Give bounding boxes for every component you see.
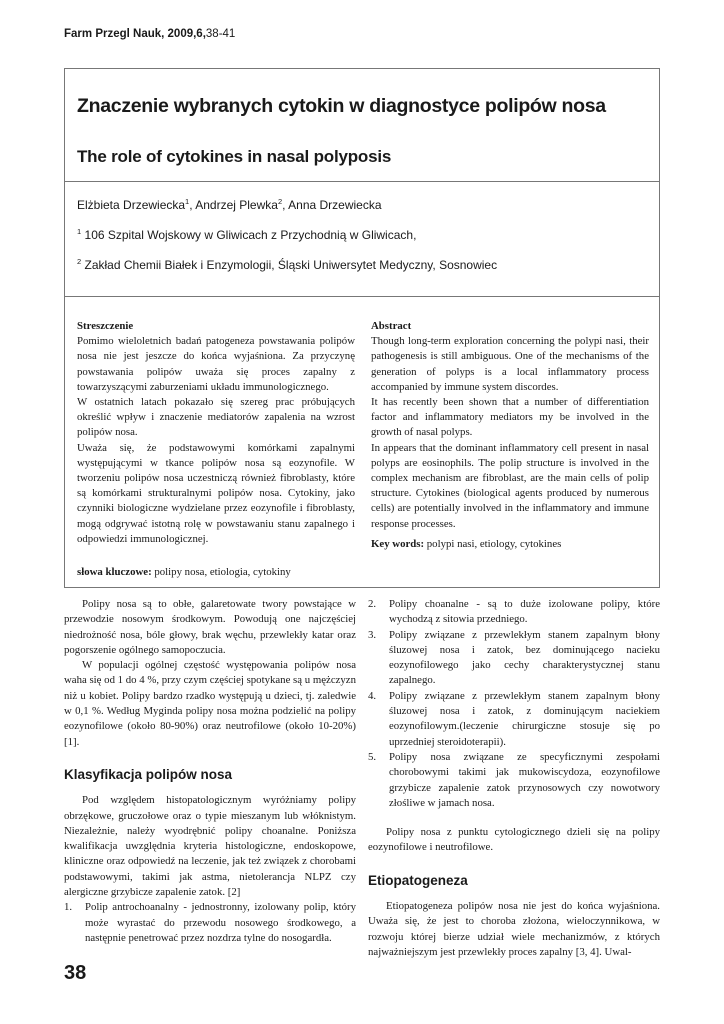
author-list: Elżbieta Drzewiecka$^1$, Andrzej Plewka$^2$, Anna Drzewiecka [77,197,382,212]
journal-pages: 38-41 [205,28,236,40]
list-item [368,597,660,628]
abstract-paragraph: In appears that the dominant inflammatory cell present in nasal polyps are eosinophils. The polip structure is involved in the complex mechanism are fibroblast, are the main cells of polip structure. Cytokines (biological agents produced by numerous cells) are potentially involved in the inflammatory and immune response processes. [371,441,649,530]
list-item-number: 2. [368,598,377,610]
body-column-right [368,597,660,960]
journal-citation [64,28,235,40]
list-item [64,900,356,946]
author-affiliation-mark: 2 [277,197,283,206]
page-number: 38 [64,962,87,984]
abstract-paragraph: Uważa się, że podstawowymi komórkami zapalnymi występującymi w tkance polipów nosa są eozynofile. W tworzeniu polipów nosa uczestniczą również fibroblasty, które są komórkami strukturalnymi polipów nosa. Cytokiny, jako czynniki biologiczne wydzielane przez eozynofile i fibroblasty, mogą odgrywać istotną rolę w powstawaniu stanu zapalnego i odpowiedzi immunologicznej. [77,441,355,545]
title-box [64,68,660,297]
keywords-polish [77,566,291,578]
section-heading-etiopathogenesis: Etiopatogeneza [368,872,468,888]
list-item [368,689,660,750]
list-item-text: Polipy związane z przewlekłym stanem zapalnym błony śluzowej nosa i zatok, z dominującym naciekiem eozynofilowym.(leczenie chirurgiczne stosuje się po uprzedniej steroidoterapii). [389,689,660,748]
abstract-polish-heading: Streszczenie [77,320,134,332]
title-divider [65,181,659,182]
affiliation-2 [77,258,497,272]
affiliation-text: Zakład Chemii Białek i Enzymologii, Śląski Uniwersytet Medyczny, Sosnowiec [84,258,498,272]
body-paragraph: Polipy nosa są to obłe, galaretowate twory powstające w przewodzie nosowym środkowym. Powodują one najczęściej niedrożność nosa, bóle głowy, brak węchu, przewlekły katar oraz pogorszenie ogólnego samopoczucia. [64,598,356,656]
author-name: Anna Drzewiecka [288,198,382,212]
classification-list-continued [368,597,660,811]
abstract-paragraph: W ostatnich latach pokazało się szereg prac próbujących określić wpływ i znaczenie mediatorów zapalenia na wzrost polipów nosa. [77,396,355,439]
list-item-text: Polip antrochoanalny - jednostronny, izolowany polip, który może wyrastać do przewodu nosowego środkowego, a następnie penetrować przez nozdrza tylne do nosogardła. [85,901,356,944]
body-paragraph: Polipy nosa z punktu cytologicznego dzieli się na polipy eozynofilowe i neutrofilowe. [368,826,660,854]
affiliation-1 [77,228,416,242]
affiliation-mark: 2 [77,257,82,266]
abstract-paragraph: It has recently been shown that a number of differentiation factor and inflammatory mediators my be involved in the growth of nasal polyps. [371,396,649,439]
list-item-text: Polipy choanalne - są to duże izolowane polipy, które wychodzą z sitowia przedniego. [389,598,660,626]
abstract-english [371,319,649,532]
list-item-number: 5. [368,750,377,763]
abstract-paragraph: Pomimo wieloletnich badań patogeneza powstawania polipów nosa nie jest jeszcze do końca wyjaśniona. Za przyczynę powstawania polipów uważa się proces zapalny z towarzyszącymi zaburzeniami układu immunologicznego. [77,335,355,393]
list-item-number: 1. [64,901,73,914]
affiliation-mark: 1 [77,227,82,236]
body-paragraph: Etiopatogeneza polipów nosa nie jest do końca wyjaśniona. Uważa się, że jest to choroba złożona, wieloczynnikowa, w rozwoju której bierze udział wiele mechanizmów, z których najważniejszym jest przewlekły proces zapalny [3, 4]. Uwal- [368,900,660,958]
keywords-label: słowa kluczowe: [77,566,152,578]
article-title-polish: Znaczenie wybranych cytokin w diagnostyce polipów nosa [77,95,606,117]
list-item-text: Polipy nosa związane ze specyficznymi zespołami chorobowymi takimi jak mukowiscydoza, eozynofilowe grzybicze zapalenie zatok przynosowych czy nowotwory złośliwe w jamach nosa. [389,750,660,809]
classification-list [64,900,356,946]
journal-name: Farm Przegl Nauk, 2009,6, [64,28,206,40]
keywords-english [371,538,561,550]
author-affiliation-mark: 1 [185,197,190,206]
list-item-text: Polipy związane z przewlekłym stanem zapalnym błony śluzowej nosa i zatok, bez dominującego nacieku eozynofilowego jako cechy charakterystycznej stanu zapalnego. [389,628,660,687]
abstract-paragraph: Though long-term exploration concerning the polypi nasi, their pathogenesis is still ambiguous. One of the mechanisms of the generation of polyps is a local inflammatory process accompanied by immune system discordes. [371,335,649,393]
body-paragraph: W populacji ogólnej częstość występowania polipów nosa waha się od 1 do 4 %, przy czym częściej spotykane są u mężczyzn niż u kobiet. Polipy bardzo rzadko występują u dzieci, tj. zaledwie w 0,1 %. Według Myginda polipy nosa można podzielić na polipy eozynofilowe (około 80-90%) oraz neutrofilowe (około 10-20%) [1]. [64,659,357,748]
author-name: Andrzej Plewka [195,198,278,212]
keywords-label: Key words: [371,538,425,550]
keywords-text: polypi nasi, etiology, cytokines [426,538,562,550]
list-item-number: 3. [368,628,377,641]
body-paragraph: Pod względem histopatologicznym wyróżniamy polipy obrzękowe, gruczołowe oraz o typie mieszanym lub włóknistym. Niezależnie, należy wyodrębnić polipy choanalne. Poniższa kwalifikacja uwzględnia kryteria histologiczne, endoskopowe, kliniczne oraz odpowiedź na leczenie, jak też związek z chorobami podstawowymi, takimi jak astma, nietolerancja NLPZ czy alergiczne grzybicze zapalenie zatok. [2] [64,794,356,899]
abstract-polish [77,319,355,547]
keywords-text: polipy nosa, etiologia, cytokiny [154,566,291,578]
list-item [368,750,660,811]
body-column-left [64,597,356,946]
affiliation-text: 106 Szpital Wojskowy w Gliwicach z Przychodnią w Gliwicach, [84,228,417,242]
author-name: Elżbieta Drzewiecka [77,198,186,212]
abstract-english-heading: Abstract [371,320,412,332]
list-item-number: 4. [368,689,377,702]
abstract-box [64,296,660,588]
section-heading-classification: Klasyfikacja polipów nosa [64,766,233,782]
list-item [368,628,660,689]
article-title-english: The role of cytokines in nasal polyposis [77,147,392,166]
spacer [368,811,660,825]
